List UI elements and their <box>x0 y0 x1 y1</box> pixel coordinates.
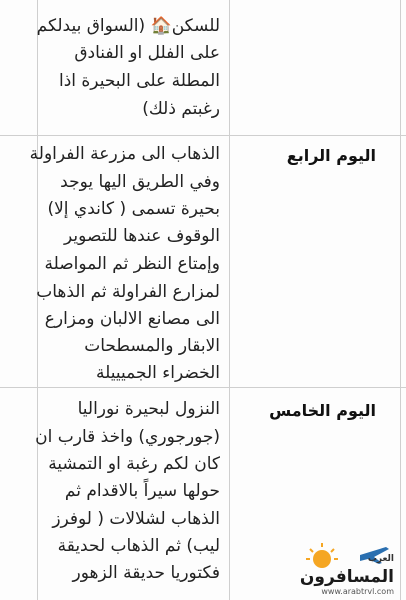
activity-line: بحيرة تسمى ( كاندي إلا) <box>47 199 220 219</box>
activity-line: حولها سيراً بالاقدام ثم <box>64 481 220 501</box>
watermark-small-text: العرب <box>367 554 394 564</box>
activity-line: ليب) ثم الذهاب لحديقة <box>57 536 220 556</box>
activity-line: لمزارع الفراولة ثم الذهاب <box>36 282 220 302</box>
activity-line: (جورجوري) واخذ قارب ان <box>35 427 220 447</box>
table-right-border <box>400 0 401 600</box>
activity-line: الى مصانع الالبان ومزارع <box>44 309 220 329</box>
day-label: اليوم الرابع <box>286 146 376 165</box>
activity-line: فكتوريا حديقة الزهور <box>72 563 220 583</box>
activity-line: الذهاب لشلالات ( لوفرز <box>52 509 220 529</box>
activity-line: للسكن🏠 (السواق بيدلكم <box>36 16 220 36</box>
activity-line: الخضراء الجميييلة <box>96 363 220 383</box>
watermark-url: www.arabtrvl.com <box>321 587 394 596</box>
row-divider <box>0 135 406 136</box>
activity-line: الابقار والمسطحات <box>84 336 220 356</box>
watermark-logo <box>282 537 402 597</box>
activity-line: النزول لبحيرة نوراليا <box>77 399 220 419</box>
activity-line: على الفلل او الفنادق <box>74 43 220 63</box>
day-label: اليوم الخامس <box>269 401 376 420</box>
row-divider <box>0 387 406 388</box>
activity-line: رغبتم ذلك) <box>142 99 220 119</box>
activity-line: الوقوف عندها للتصوير <box>64 226 220 246</box>
activity-line: وفي الطريق اليها يوجد <box>60 172 220 192</box>
activity-line: المطلة على البحيرة اذا <box>58 71 220 91</box>
activity-line: الذهاب الى مزرعة الفراولة <box>29 144 220 164</box>
watermark-brand-text: المسافرون <box>299 567 394 587</box>
table-column-divider <box>229 0 230 600</box>
activity-line: وإمتاع النظر ثم المواصلة <box>44 254 220 274</box>
activity-line: كان لكم رغبة او التمشية <box>48 454 220 474</box>
